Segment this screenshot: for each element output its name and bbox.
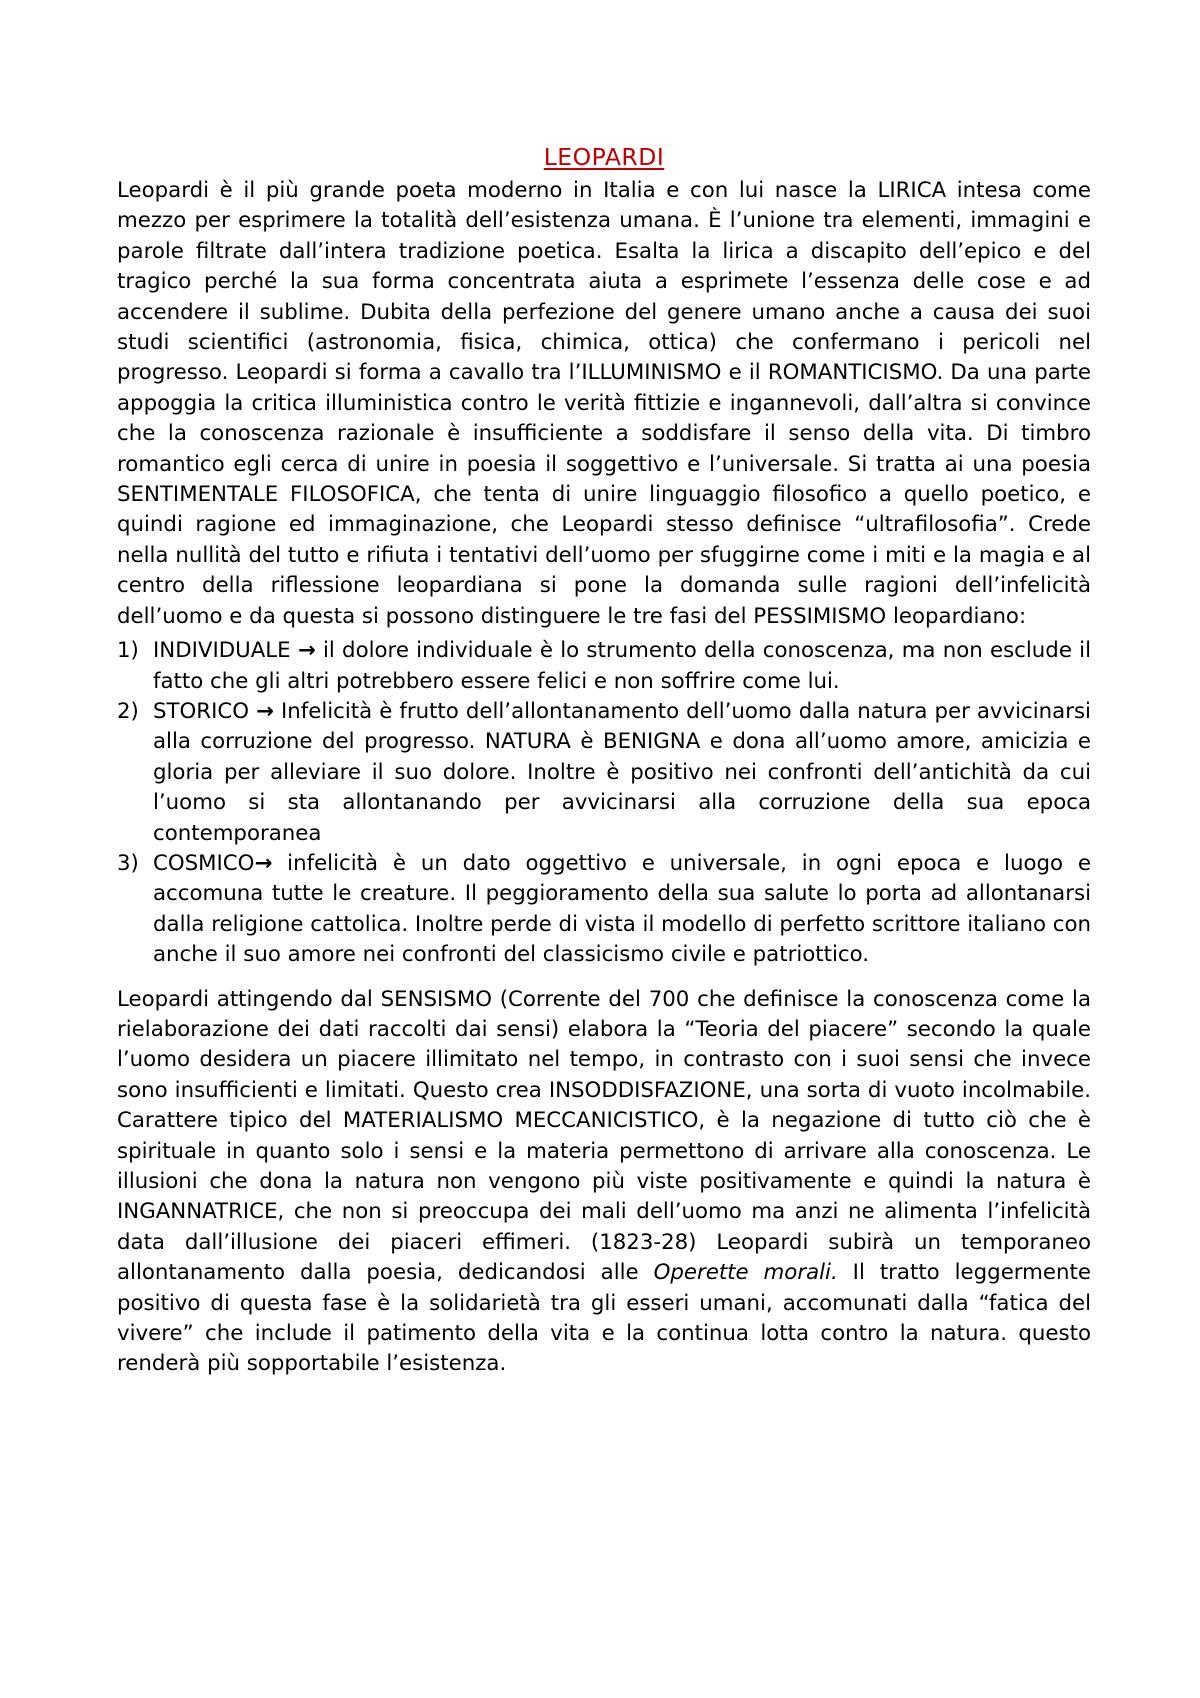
closing-text-after: Il tratto leggermente positivo di questa fase è la solidarietà tra gli esseri umani, accomunati dalla “fatica del vivere” che include il patimento della vita e la continua lotta contro la natura. questo renderà più sopportabile l’esistenza. — [117, 1260, 1091, 1377]
intro-paragraph: Leopardi è il più grande poeta moderno in Italia e con lui nasce la LIRICA intesa come mezzo per esprimere la totalità dell’esistenza umana. È l’unione tra elementi, immagini e parole filtrate dall’intera tradizione poetica. Esalta la lirica a discapito dell’epico e del tragico perché la sua forma concentrata aiuta a esprimete l’essenza delle cose e ad accendere il sublime. Dubita della perfezione del genere umano anche a causa dei suoi studi scientifici (astronomia, fisica, chimica, ottica) che confermano i pericoli nel progresso. Leopardi si forma a cavallo tra l’ILLUMINISMO e il ROMANTICISMO. Da una parte appoggia la critica illuministica contro le verità fittizie e ingannevoli, dall’altra si convince che la conoscenza razionale è insufficiente a soddisfare il senso della vita. Di timbro romantico egli cerca di unire in poesia il soggettivo e l’universale. Si tratta ai una poesia SENTIMENTALE FILOSOFICA, che tenta di unire linguaggio filosofico a quello poetico, e quindi ragione ed immaginazione, che Leopardi stesso definisce “ultrafilosofia”. Crede nella nullità del tutto e rifiuta i tentativi dell’uomo per sfuggirne come i miti e la magia e al centro della riflessione leopardiana si pone la domanda sulle ragioni dell’infelicità dell’uomo e da questa si possono distinguere le tre fasi del PESSIMISMO leopardiano: — [117, 178, 1091, 629]
document-page — [117, 142, 1091, 1380]
closing-paragraph — [117, 985, 1091, 1380]
work-title-italic: Operette morali. — [653, 1260, 838, 1286]
list-item-number: 1) — [117, 638, 139, 664]
phase-description: il dolore individuale è lo strumento della conoscenza, ma non esclude il fatto che gli altri potrebbero essere felici e non soffrire come lui. — [153, 638, 1091, 694]
arrow-right-icon: → — [254, 850, 273, 876]
arrow-right-icon: → — [256, 698, 274, 724]
phase-name: COSMICO — [153, 850, 255, 876]
phase-description: infelicità è un dato oggettivo e universale, in ogni epoca e luogo e accomuna tutte le creature. Il peggioramento della sua salute lo porta ad allontanarsi dalla religione cattolica. Inoltre perde di vista il modello di perfetto scrittore italiano con anche il suo amore nei confronti del classicismo civile e patriottico. — [153, 850, 1091, 968]
list-item — [117, 697, 1091, 849]
list-item — [117, 636, 1091, 697]
phase-name: STORICO — [153, 698, 250, 724]
arrow-right-icon: → — [297, 638, 316, 664]
list-item — [117, 849, 1091, 971]
document-title: LEOPARDI — [543, 143, 665, 171]
phase-description: Infelicità è frutto dell’allontanamento dell’uomo dalla natura per avvicinarsi alla corruzione del progresso. NATURA è BENIGNA e dona all’uomo amore, amicizia e gloria per alleviare il suo dolore. Inoltre è positivo nei confronti dell’antichità da cui l’uomo si sta allontanando per avvicinarsi alla corruzione della sua epoca contemporanea — [153, 698, 1091, 846]
pessimism-phases-list — [117, 636, 1091, 970]
list-item-number: 3) — [117, 850, 139, 876]
list-item-number: 2) — [117, 698, 139, 724]
phase-name: INDIVIDUALE — [153, 638, 291, 664]
closing-text-before: Leopardi attingendo dal SENSISMO (Corrente del 700 che definisce la conoscenza come la rielaborazione dei dati raccolti dai sensi) elabora la “Teoria del piacere” secondo la quale l’uomo desidera un piacere illimitato nel tempo, in contrasto con i suoi sensi che invece sono insufficienti e limitati. Questo crea INSODDISFAZIONE, una sorta di vuoto incolmabile. Carattere tipico del MATERIALISMO MECCANICISTICO, è la negazione di tutto ciò che è spirituale in quanto solo i sensi e la materia permettono di arrivare alla conoscenza. Le illusioni che dona la natura non vengono più viste positivamente e quindi la natura è INGANNATRICE, che non si preoccupa dei mali dell’uomo ma anzi ne alimenta l’infelicità data dall’illusione dei piaceri effimeri. (1823-28) Leopardi subirà un temporaneo allontanamento dalla poesia, dedicandosi alle — [117, 986, 1091, 1286]
